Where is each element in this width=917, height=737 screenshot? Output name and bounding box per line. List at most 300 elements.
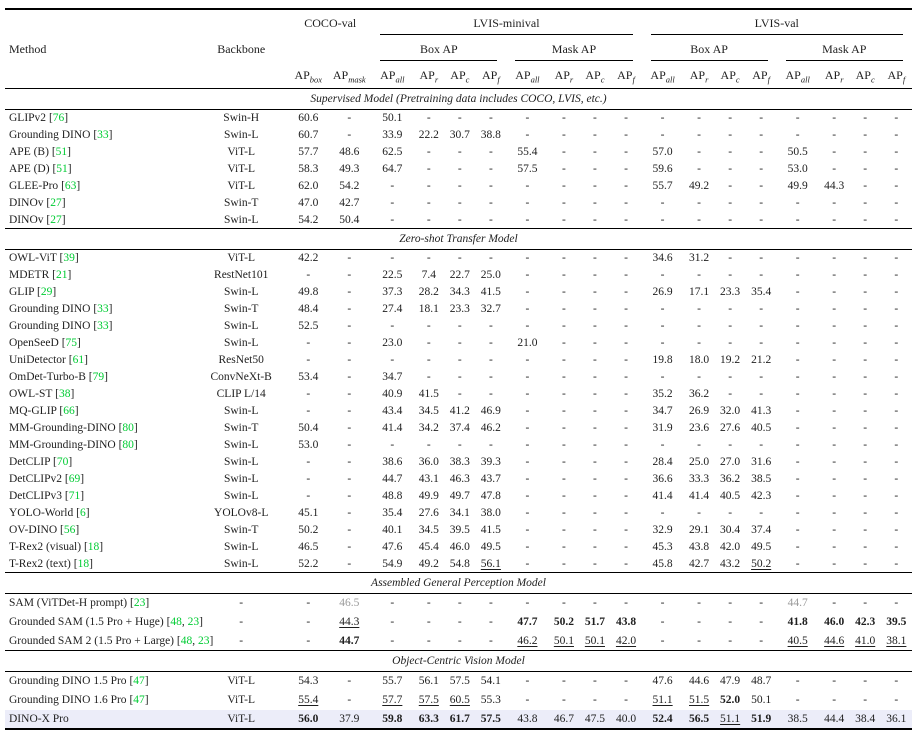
value-cell: - [697,439,702,451]
ap-subscript: r [705,73,709,84]
value-cell: 50.1 [751,694,772,706]
value-cell: 49.7 [449,490,470,502]
col-metric-header: $AP_r$ [413,62,444,89]
value-cell: 29.1 [689,524,710,536]
value-cell: 33.3 [689,473,710,485]
value-cell: - [525,422,530,434]
value-cell: - [306,490,311,502]
col-metric-header: $AP_c$ [444,62,475,89]
backbone-cell: ViT-L [227,146,256,158]
value-cell: - [593,129,597,141]
value-cell: 38.0 [480,507,501,519]
value-cell: - [832,456,837,468]
value-cell: - [728,507,733,519]
value-cell: - [697,634,702,647]
value-cell: - [795,371,800,383]
value-cell: 34.5 [418,524,439,536]
value-cell: 34.1 [449,507,470,519]
value-cell: - [660,303,665,315]
value-cell: - [390,354,395,366]
value-cell: - [488,337,493,349]
value-cell: - [894,694,899,706]
section-title-row [5,89,912,110]
value-cell: - [593,354,597,366]
value-cell: 23.6 [689,422,710,434]
value-cell: - [832,320,837,332]
value-cell: - [593,269,597,281]
backbone-cell: ViT-L [193,710,289,729]
value-cell: - [426,320,431,332]
value-cell: - [894,388,899,400]
value-cell: - [759,439,764,451]
value-cell: 41.5 [418,388,439,400]
value-cell: - [863,354,868,366]
value-cell: - [457,616,462,628]
value-cell: - [894,371,899,383]
value-cell: - [457,163,462,175]
value-cell: 60.7 [298,129,319,141]
table-header [5,9,912,89]
value-cell: - [457,388,462,400]
value-cell: 50.5 [787,146,808,158]
value-cell: 57.5 [475,710,506,729]
value-cell: 49.2 [418,557,439,570]
citation-number: 51 [55,146,68,158]
value-cell: - [561,388,566,400]
citation-number: 39 [63,252,75,265]
value-cell: 55.4 [298,694,319,706]
ap-subscript: r [569,73,574,84]
value-cell: - [728,337,733,349]
table-row [5,632,912,651]
value-cell: 28.4 [652,456,673,468]
method-cell: Grounding DINO 1.6 Pro [47] [9,694,149,706]
value-cell: - [488,388,493,400]
value-cell: - [832,163,837,175]
value-cell: 38.6 [382,456,403,468]
value-cell: - [390,616,395,628]
table-row [5,386,912,403]
value-cell: - [832,303,837,315]
value-cell: - [697,129,702,141]
value-cell: - [728,439,733,451]
table-row [5,110,912,127]
value-cell: 44.6 [689,675,710,688]
value-cell: 49.3 [339,163,360,175]
value-cell: - [347,439,352,451]
table-row [5,318,912,335]
citation-number: 21 [55,269,68,281]
col-group-header: LVIS-minival [371,9,641,36]
value-cell: 40.1 [382,524,403,536]
value-cell: 46.0 [824,616,845,628]
section-title: Object-Centric Vision Model [5,651,912,672]
value-cell: - [624,507,628,519]
method-cell: DetCLIP [70] [9,456,73,468]
col-metric-header: $AP_c$ [850,62,881,89]
value-cell: 48.6 [339,146,360,158]
value-cell: - [863,524,868,536]
value-cell: - [457,180,462,192]
value-cell: - [347,557,352,570]
method-cell: Grounding DINO [33] [9,320,113,332]
citation-number: 38 [58,388,71,400]
citation-number: 23 [133,597,146,610]
value-cell: - [759,129,764,141]
value-cell: 47.0 [298,197,319,209]
value-cell: - [457,371,462,383]
value-cell: 58.3 [298,163,319,175]
value-cell: - [593,163,597,175]
value-cell: - [894,541,899,553]
value-cell: - [863,180,868,192]
value-cell: - [525,675,530,688]
value-cell: - [660,439,665,451]
value-cell: - [593,286,597,298]
value-cell: - [795,337,800,349]
value-cell: 42.3 [751,490,772,502]
value-cell: - [894,675,899,688]
value-cell: - [863,320,868,332]
section-title-row [5,229,912,250]
value-cell: 57.5 [449,675,470,688]
value-cell: - [347,112,352,125]
value-cell: 51.7 [584,616,605,628]
col-metric-header: $AP_{box}$ [289,62,327,89]
col-metric-header: $AP_r$ [819,62,850,89]
citation-number: 76 [52,112,65,125]
value-cell: - [660,507,665,519]
value-cell: - [306,388,311,400]
backbone-cell: ViT-L [227,694,256,706]
value-cell: - [894,524,899,536]
value-cell: 40.9 [382,388,403,400]
value-cell: - [561,146,566,158]
value-cell: - [624,541,628,553]
backbone-cell: Swin-T [223,422,259,434]
backbone-cell: Swin-L [223,541,259,553]
value-cell: - [697,507,702,519]
value-cell: 51.5 [689,694,710,706]
value-cell: - [759,197,764,209]
value-cell: - [759,507,764,519]
value-cell: 32.0 [720,405,741,417]
value-cell: 27.4 [382,303,403,315]
value-cell: - [347,252,352,265]
value-cell: - [561,405,566,417]
value-cell: - [488,180,493,192]
value-cell: - [593,112,597,125]
value-cell: - [795,490,800,502]
value-cell: 48.4 [298,303,319,315]
value-cell: - [593,507,597,519]
value-cell: 18.1 [418,303,439,315]
value-cell: - [624,422,628,434]
value-cell: 50.2 [298,524,319,536]
col-subgroup-header: Mask AP [777,36,912,62]
value-cell: 48.8 [382,490,403,502]
value-cell: 50.2 [751,557,772,570]
value-cell: - [863,473,868,485]
value-cell: - [728,616,733,628]
value-cell: 19.8 [652,354,673,366]
value-cell: 54.2 [339,180,360,192]
table-row [5,613,912,632]
value-cell: - [525,405,530,417]
value-cell: 47.6 [652,675,673,688]
method-cell: Grounding DINO 1.5 Pro [47] [9,675,149,688]
value-cell: 44.6 [824,634,845,647]
value-cell: - [894,439,899,451]
value-cell: - [525,303,530,315]
citation-number: 18 [87,541,100,553]
value-cell: 43.7 [480,473,501,485]
value-cell: 54.2 [298,213,319,226]
section-title: Zero-shot Transfer Model [5,229,912,250]
backbone-cell: Swin-L [223,490,259,502]
value-cell: - [593,146,597,158]
value-cell: - [488,163,493,175]
value-cell: - [728,388,733,400]
value-cell: - [728,213,733,226]
value-cell: - [347,422,352,434]
method-cell: MM-Grounding-DINO [80] [9,439,138,451]
backbone-cell: - [239,634,244,647]
value-cell: - [894,269,899,281]
value-cell: 38.4 [850,710,881,729]
value-cell: 33.9 [382,129,403,141]
value-cell: - [728,320,733,332]
value-cell: 51.9 [746,710,777,729]
citation-number: 63 [64,180,77,192]
value-cell: - [832,197,837,209]
value-cell: - [488,439,493,451]
method-cell: OV-DINO [56] [9,524,80,536]
value-cell: - [863,456,868,468]
value-cell: - [457,252,462,265]
table-row [5,672,912,691]
value-cell: - [561,269,566,281]
col-metric-header: $AP_{all}$ [642,62,684,89]
value-cell: - [561,675,566,688]
value-cell: - [795,541,800,553]
value-cell: - [894,422,899,434]
value-cell: - [347,675,352,688]
value-cell: - [347,507,352,519]
value-cell: - [697,269,702,281]
value-cell: - [832,694,837,706]
value-cell: - [624,405,628,417]
value-cell: - [347,371,352,383]
value-cell: - [593,422,597,434]
value-cell: - [525,524,530,536]
table-body [5,89,912,729]
value-cell: 52.4 [642,710,684,729]
value-cell: - [593,337,597,349]
method-cell: OpenSeeD [75] [9,337,81,349]
value-cell: - [426,163,431,175]
value-cell: - [697,197,702,209]
method-cell: APE (D) [51] [9,163,72,175]
value-cell: - [894,337,899,349]
citation-number: 23 [197,634,210,647]
value-cell: 49.9 [418,490,439,502]
value-cell: 41.2 [449,405,470,417]
value-cell: - [863,337,868,349]
value-cell: 40.5 [720,490,741,502]
value-cell: - [759,320,764,332]
value-cell: - [624,129,628,141]
value-cell: 39.5 [449,524,470,536]
value-cell: - [306,337,311,349]
value-cell: - [561,597,566,610]
value-cell: - [832,354,837,366]
value-cell: 47.9 [720,675,741,688]
backbone-cell: Swin-H [223,112,260,125]
value-cell: - [488,616,493,628]
value-cell: - [593,490,597,502]
value-cell: - [894,146,899,158]
table-row [5,594,912,613]
backbone-cell: Swin-L [223,286,259,298]
value-cell: - [832,129,837,141]
value-cell: 38.1 [886,634,907,647]
value-cell: 35.2 [652,388,673,400]
value-cell: - [593,473,597,485]
value-cell: 42.3 [855,616,876,628]
value-cell: 49.2 [689,180,710,192]
value-cell: - [525,286,530,298]
value-cell: 42.7 [339,197,360,209]
table-row [5,178,912,195]
value-cell: - [457,320,462,332]
value-cell: 30.4 [720,524,741,536]
value-cell: - [347,524,352,536]
value-cell: 44.7 [382,473,403,485]
ap-subscript: c [465,73,470,84]
value-cell: - [624,388,628,400]
backbone-cell: Swin-L [223,405,259,417]
value-cell: 55.7 [382,675,403,688]
value-cell: - [759,616,764,628]
value-cell: 59.8 [371,710,413,729]
value-cell: - [525,180,530,192]
value-cell: 41.4 [652,490,673,502]
value-cell: - [894,213,899,226]
citation-number: 33 [97,129,109,141]
value-cell: 35.4 [751,286,772,298]
value-cell: - [863,146,868,158]
value-cell: - [390,634,395,647]
value-cell: 19.2 [720,354,741,366]
value-cell: - [863,129,868,141]
value-cell: - [759,337,764,349]
value-cell: - [593,456,597,468]
method-cell: DINO-X Pro [5,710,193,729]
backbone-cell: Swin-L [223,320,259,332]
value-cell: - [795,388,800,400]
citation-number: 48 [180,634,193,647]
value-cell: - [624,524,628,536]
value-cell: - [593,405,597,417]
value-cell: - [347,456,352,468]
value-cell: - [894,163,899,175]
value-cell: - [561,371,566,383]
value-cell: - [832,541,837,553]
value-cell: 36.2 [689,388,710,400]
value-cell: - [593,197,597,209]
table-row [5,212,912,229]
citation-number: 6 [79,507,86,519]
col-group-header: LVIS-val [642,9,912,36]
value-cell: 34.5 [418,405,439,417]
value-cell: - [759,146,764,158]
backbone-cell: ViT-L [227,180,256,192]
value-cell: - [561,541,566,553]
value-cell: 46.9 [480,405,501,417]
value-cell: 48.7 [751,675,772,688]
value-cell: - [561,473,566,485]
value-cell: 23.3 [720,286,741,298]
value-cell: 50.1 [553,634,574,647]
backbone-cell: Swin-L [223,439,259,451]
value-cell: 59.6 [652,163,673,175]
value-cell: - [561,213,566,226]
value-cell: 31.2 [689,252,710,265]
value-cell: - [525,269,530,281]
value-cell: - [624,252,628,265]
value-cell: - [697,337,702,349]
value-cell: 34.6 [652,252,673,265]
value-cell: - [525,112,530,125]
method-cell: Grounding DINO [33] [9,129,113,141]
method-cell: DINOv [27] [9,213,66,226]
value-cell: 37.3 [382,286,403,298]
value-cell: 44.7 [787,597,808,610]
value-cell: 34.7 [382,371,403,383]
citation-number: 33 [97,303,109,315]
value-cell: 36.2 [720,473,741,485]
value-cell: - [457,146,462,158]
value-cell: - [390,213,395,226]
value-cell: 57.5 [517,163,538,175]
value-cell: - [894,252,899,265]
value-cell: 47.8 [480,490,501,502]
table-row [5,161,912,178]
backbone-cell: Swin-L [223,129,259,141]
value-cell: 55.3 [480,694,501,706]
value-cell: - [795,252,800,265]
value-cell: - [561,337,566,349]
value-cell: - [525,129,530,141]
value-cell: - [894,112,899,125]
value-cell: 22.5 [382,269,403,281]
value-cell: - [795,354,800,366]
value-cell: - [525,197,530,209]
value-cell: 36.1 [881,710,912,729]
value-cell: - [795,303,800,315]
value-cell: 44.7 [339,634,360,647]
col-metric-header: $AP_r$ [684,62,715,89]
value-cell: 25.0 [480,269,501,281]
value-cell: - [426,146,431,158]
value-cell: - [347,541,352,553]
value-cell: - [697,597,702,610]
value-cell: 41.8 [787,616,808,628]
value-cell: - [863,252,868,265]
value-cell: 41.4 [382,422,403,434]
citation-number: 47 [133,694,145,706]
